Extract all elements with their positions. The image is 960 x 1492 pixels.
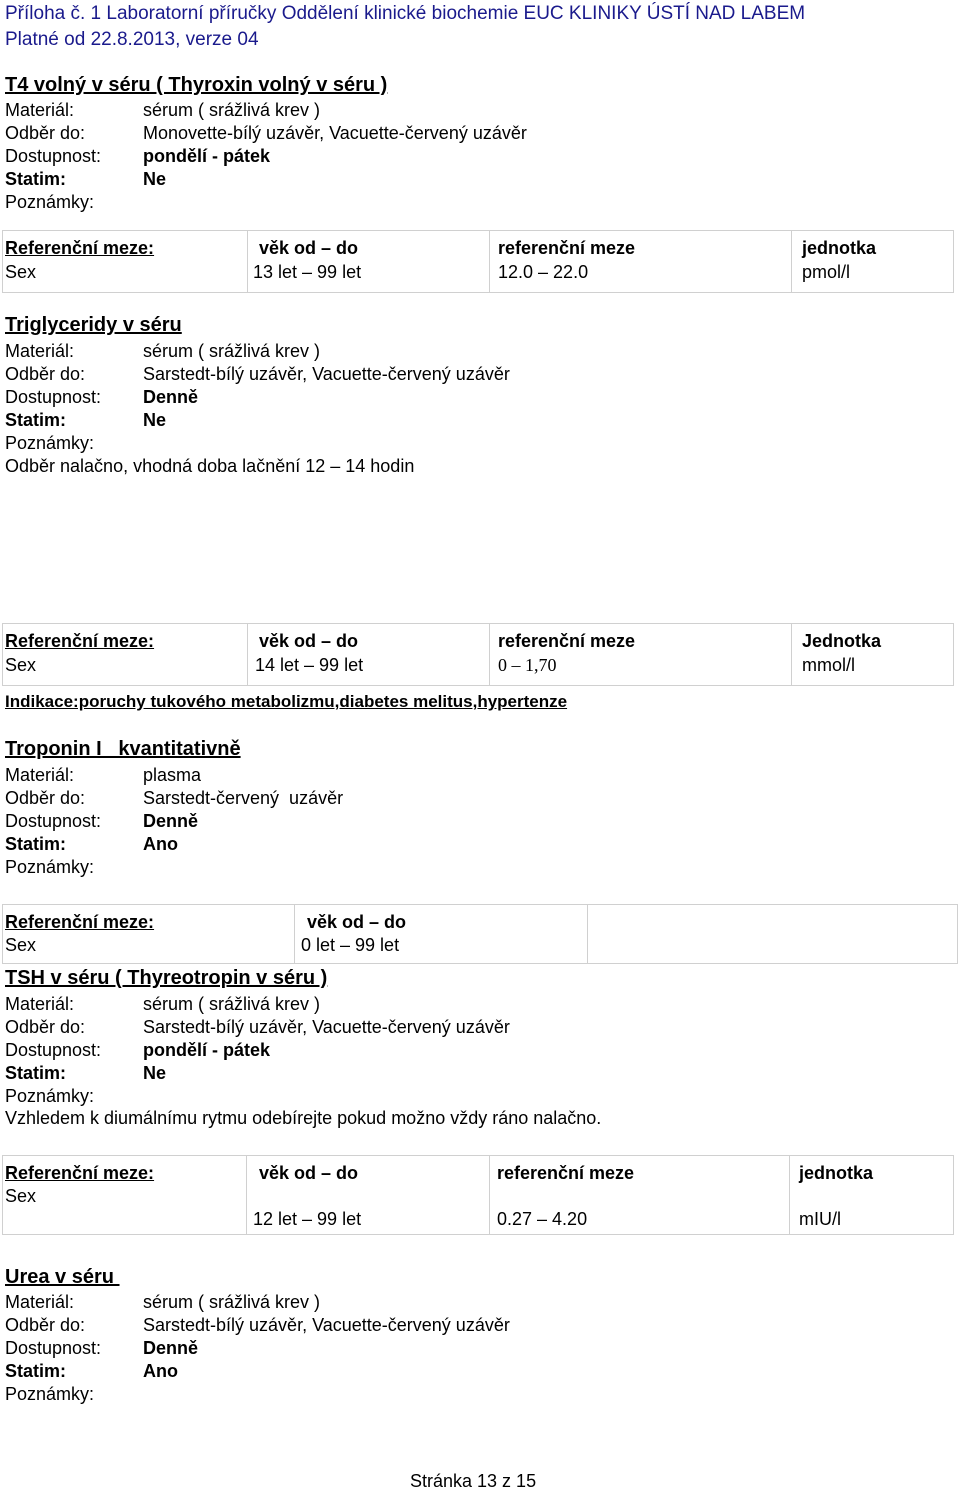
t4-statim: Ne [143,169,167,189]
label-odber: Odběr do: [5,1315,86,1335]
label-dostupnost: Dostupnost: [5,146,102,166]
tsh-range: 0.27 – 4.20 [497,1209,588,1229]
unit-header: jednotka [802,238,877,258]
doc-header-line2: Platné od 22.8.2013, verze 04 [5,29,259,50]
table-divider [294,904,295,964]
table-divider [791,230,792,293]
label-material: Materiál: [5,100,75,120]
t4-odber: Monovette-bílý uzávěr, Vacuette-červený uzávěr [143,123,527,143]
section-title-troponin: Troponin I kvantitativně [5,738,241,760]
label-statim: Statim: [5,834,67,854]
table-divider [246,1155,247,1235]
label-poznamky: Poznámky: [5,1086,95,1106]
label-material: Materiál: [5,765,75,785]
table-divider [489,230,490,293]
label-poznamky: Poznámky: [5,192,95,212]
age-header: věk od – do [259,238,359,258]
age-header: věk od – do [307,912,407,932]
label-dostupnost: Dostupnost: [5,1338,102,1358]
urea-odber: Sarstedt-bílý uzávěr, Vacuette-červený uzávěr [143,1315,510,1335]
table-divider [247,230,248,293]
tsh-note: Vzhledem k diumálnímu rytmu odebírejte pokud možno vždy ráno nalačno. [5,1108,602,1128]
t4-unit: pmol/l [802,262,851,282]
tg-odber: Sarstedt-bílý uzávěr, Vacuette-červený uzávěr [143,364,510,384]
label-statim: Statim: [5,1361,67,1381]
page-number: Stránka 13 z 15 [410,1471,537,1491]
sex-label: Sex [5,655,37,675]
unit-header: Jednotka [802,631,882,651]
age-header: věk od – do [259,1163,359,1183]
table-divider [587,904,588,964]
table-divider [791,623,792,686]
label-poznamky: Poznámky: [5,857,95,877]
age-header: věk od – do [259,631,359,651]
label-statim: Statim: [5,169,67,189]
t4-dostupnost: pondělí - pátek [143,146,271,166]
urea-dostupnost: Denně [143,1338,199,1358]
tsh-dostupnost: pondělí - pátek [143,1040,271,1060]
label-poznamky: Poznámky: [5,1384,95,1404]
tg-dostupnost: Denně [143,387,199,407]
tsh-odber: Sarstedt-bílý uzávěr, Vacuette-červený uzávěr [143,1017,510,1037]
tsh-age: 12 let – 99 let [253,1209,362,1229]
table-divider [789,1155,790,1235]
range-header: referenční meze [497,1163,635,1183]
tg-range: 0 – 1,70 [498,655,557,675]
doc-header-line1: Příloha č. 1 Laboratorní příručky Oddělení klinické biochemie EUC KLINIKY ÚSTÍ NAD LABEM [5,3,806,24]
label-odber: Odběr do: [5,123,86,143]
tg-note: Odběr nalačno, vhodná doba lačnění 12 – 14 hodin [5,456,415,476]
range-header: referenční meze [498,238,636,258]
trop-odber: Sarstedt-červený uzávěr [143,788,344,808]
section-title-tsh: TSH v séru ( Thyreotropin v séru ) [5,967,328,989]
tg-unit: mmol/l [802,655,855,675]
t4-material: sérum ( srážlivá krev ) [143,100,321,120]
label-material: Materiál: [5,994,75,1014]
t4-range: 12.0 – 22.0 [498,262,589,282]
label-odber: Odběr do: [5,788,86,808]
label-dostupnost: Dostupnost: [5,387,102,407]
trop-age: 0 let – 99 let [301,935,400,955]
tsh-material: sérum ( srážlivá krev ) [143,994,321,1014]
ref-label: Referenční meze: [5,631,155,651]
section-title-urea: Urea v séru [5,1266,120,1288]
label-poznamky: Poznámky: [5,433,95,453]
section-title-t4: T4 volný v séru ( Thyroxin volný v séru ) [5,74,388,96]
label-statim: Statim: [5,410,67,430]
trop-statim: Ano [143,834,178,854]
table-divider [247,623,248,686]
trop-dostupnost: Denně [143,811,199,831]
label-material: Materiál: [5,1292,75,1312]
sex-label: Sex [5,262,37,282]
label-dostupnost: Dostupnost: [5,1040,102,1060]
table-divider [489,1155,490,1235]
t4-age: 13 let – 99 let [253,262,362,282]
tsh-statim: Ne [143,1063,167,1083]
tg-age: 14 let – 99 let [255,655,364,675]
tg-statim: Ne [143,410,167,430]
table-divider [489,623,490,686]
label-statim: Statim: [5,1063,67,1083]
trop-material: plasma [143,765,202,785]
range-header: referenční meze [498,631,636,651]
tsh-unit: mIU/l [799,1209,841,1229]
sex-label: Sex [5,1186,37,1206]
label-dostupnost: Dostupnost: [5,811,102,831]
label-material: Materiál: [5,341,75,361]
label-odber: Odběr do: [5,1017,86,1037]
tg-material: sérum ( srážlivá krev ) [143,341,321,361]
ref-label: Referenční meze: [5,238,155,258]
urea-material: sérum ( srážlivá krev ) [143,1292,321,1312]
ref-label: Referenční meze: [5,912,155,932]
urea-statim: Ano [143,1361,178,1381]
tg-indikace: Indikace:poruchy tukového metabolizmu,diabetes melitus,hypertenze [5,692,568,711]
section-title-tg: Triglyceridy v séru [5,314,182,336]
unit-header: jednotka [799,1163,874,1183]
ref-label: Referenční meze: [5,1163,155,1183]
sex-label: Sex [5,935,37,955]
label-odber: Odběr do: [5,364,86,384]
